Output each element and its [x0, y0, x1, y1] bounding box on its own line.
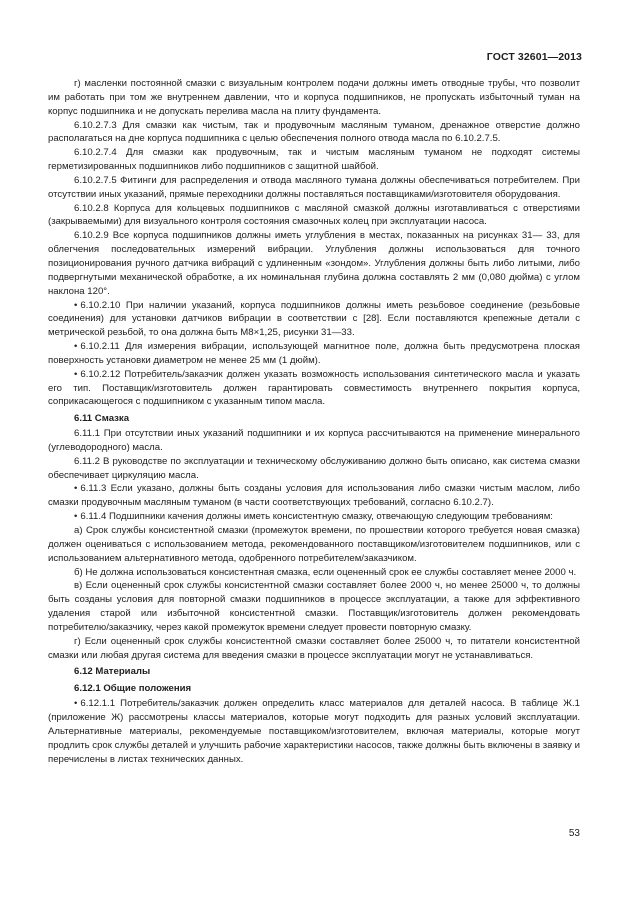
paragraph-text: 6.10.2.10 При наличии указаний, корпуса подшипников должны иметь резьбовое соединение (резьбовые соединения) для установки датчиков вибрации в соответствии с [28]. Если поставляются крепежные детали с метрической резьбой, то она должна быть M8×1,25, рисунки 31—33.	[48, 299, 580, 339]
paragraph: 6.10.2.7.5 Фитинги для распределения и отвода масляного тумана должны обеспечиваться потребителем. При отсутствии иных указаний, прямые переходники должны поставляться поставщиками/изготовителя оборудования.	[48, 174, 580, 200]
paragraph-text: 6.10.2.12 Потребитель/заказчик должен указать возможность использования синтетического масла и указать его тип. Поставщик/изготовитель должен гарантировать совместимость внутреннего покрытия корпуса, соприкасающегося с подшипником с указанным типом масла.	[48, 368, 580, 408]
paragraph-text: 6.11.4 Подшипники качения должны иметь консистентную смазку, отвечающую следующим требованиям:	[80, 511, 553, 523]
bulleted-paragraph	[48, 368, 580, 410]
paragraph: 6.10.2.7.4 Для смазки как продувочным, так и чистым масляным туманом не подходят системы герметизированных подшипников либо подшипников с защитной шайбой.	[48, 147, 580, 173]
section-heading: 6.12 Материалы	[74, 666, 151, 678]
section-heading: 6.12.1 Общие положения	[74, 683, 192, 695]
bulleted-paragraph	[48, 340, 580, 368]
paragraph: а) Срок службы консистентной смазки (промежуток времени, по прошествии которого требуется новая смазка) должен оцениваться с использованием метода, рекомендованного поставщиком/изготовителем подшипников, или с использованием альтернативного метода, одобренного потребителем/заказчиком.	[48, 525, 580, 564]
document-body	[48, 77, 580, 766]
paragraph: в) Если оцененный срок службы консистентной смазки составляет более 2000 ч, но менее 25000 ч, то должны быть созданы условия для повторной смазки подшипников в процессе эксплуатации, а также для эффективного удаления старой или избыточной консистентной смазки. Поставщик/изготовитель должен рекомендовать потребителю/заказчику, через какой промежуток времени следует провести повторную смазку.	[48, 580, 580, 633]
paragraph: 6.11.1 При отсутствии иных указаний подшипники и их корпуса рассчитываются на применение минерального (углеводородного) масла.	[48, 428, 580, 453]
page-number: 53	[568, 828, 580, 839]
paragraph-text: 6.10.2.11 Для измерения вибрации, использующей магнитное поле, должна быть предусмотрена плоская поверхность установки диаметром не менее 25 мм (1 дюйм).	[48, 341, 580, 366]
paragraph: 6.10.2.9 Все корпуса подшипников должны иметь углубления в местах, показанных на рисунках 31— 33, для облегчения последовательных измерений вибрации. Углубления должны использоваться для точного позиционирования ручного датчика вибраций с удлиненным «зондом». Углубления должны быть либо литыми, либо подвергнутыми механической обработке, а их номинальная глубина должна составлять 2 мм (0,080 дюйма) с углом наклона 120°.	[48, 230, 580, 297]
paragraph: г) масленки постоянной смазки с визуальным контролем подачи должны иметь отводные трубы, что позволит им работать при том же внутреннем давлении, что и корпуса подшипников, не пропускать избыточный туман на корпус подшипника и не допускать перелива масла на плиту фундамента.	[48, 78, 580, 117]
paragraph-text: 6.12.1.1 Потребитель/заказчик должен определить класс материалов для деталей насоса. В таблице Ж.1 (приложение Ж) рассмотрены классы материалов, которые могут подходить для разных условий эксплуатации. Альтернативные материалы, рекомендуемые поставщиком/изготовителем, включая материалы, которые могут продлить срок службы деталей и улучшить рабочие характеристики насосов, также должны быть включены в заявку и перечислены в листах технических данных.	[48, 698, 580, 765]
bulleted-paragraph	[48, 510, 580, 524]
paragraph-text: 6.11.3 Если указано, должны быть созданы условия для использования либо смазки чистым маслом, либо смазки продувочным масляным туманом (в части соответствующих требований, согласно 6.10.2.7).	[48, 483, 580, 509]
bulleted-paragraph	[48, 697, 580, 766]
paragraph: 6.11.2 В руководстве по эксплуатации и техническому обслуживанию должно быть описано, как система смазки обеспечивает циркуляцию масла.	[48, 455, 580, 481]
section-heading: 6.11 Смазка	[74, 413, 130, 425]
paragraph: б) Не должна использоваться консистентная смазка, если оцененный срок ее службы составляет менее 2000 ч.	[74, 566, 577, 578]
paragraph: 6.10.2.7.3 Для смазки как чистым, так и продувочным масляным туманом, дренажное отверстие должно располагаться на дне корпуса подшипника с целью обеспечения полного отвода масла по 6.10.2.7.5.	[48, 119, 580, 145]
bulleted-paragraph	[48, 299, 580, 341]
standard-header: ГОСТ 32601—2013	[486, 51, 582, 63]
paragraph: 6.10.2.8 Корпуса для кольцевых подшипников с масляной смазкой должны изготавливаться с отверстиями (закрываемыми) для визуального контроля состояния смазочных колец при эксплуатации насоса.	[48, 202, 580, 228]
paragraph: г) Если оцененный срок службы консистентной смазки составляет более 25000 ч, то питатели консистентной смазки или любая другая система для введения смазки в процессе эксплуатации могут не устанавливаться.	[48, 635, 580, 661]
bulleted-paragraph	[48, 482, 580, 510]
